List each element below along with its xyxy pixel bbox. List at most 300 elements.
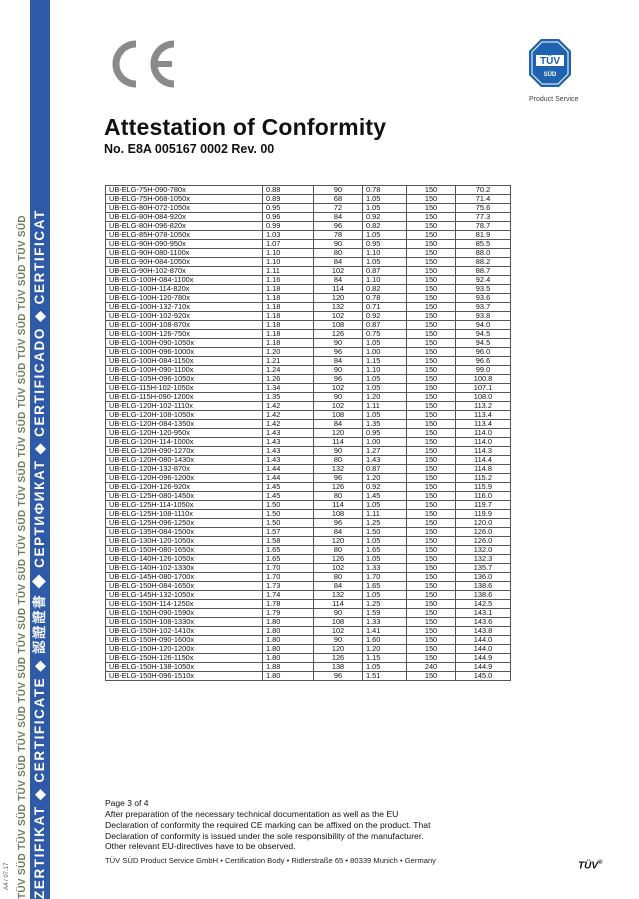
table-row xyxy=(106,303,511,312)
table-cell: UB-ELG-80H-072-1050x xyxy=(106,204,263,213)
table-cell: UB-ELG-100H-090-1050x xyxy=(106,339,263,348)
table-cell: 84 xyxy=(314,582,363,591)
table-row xyxy=(106,564,511,573)
table-cell: 115.2 xyxy=(456,474,511,483)
table-cell: 1.80 xyxy=(263,654,314,663)
table-cell: 126 xyxy=(314,330,363,339)
table-cell: UB-ELG-145H-132-1050x xyxy=(106,591,263,600)
table-cell: 150 xyxy=(407,627,456,636)
table-cell: 102 xyxy=(314,267,363,276)
table-row xyxy=(106,393,511,402)
table-cell: 150 xyxy=(407,402,456,411)
table-cell: 150 xyxy=(407,438,456,447)
table-cell: 96 xyxy=(314,222,363,231)
table-cell: UB-ELG-150H-120-1200x xyxy=(106,645,263,654)
table-row xyxy=(106,438,511,447)
table-cell: 150 xyxy=(407,600,456,609)
table-cell: 78 xyxy=(314,231,363,240)
table-cell: 1.05 xyxy=(363,537,407,546)
table-row xyxy=(106,366,511,375)
table-cell: 1.58 xyxy=(263,537,314,546)
table-cell: 150 xyxy=(407,483,456,492)
table-cell: 88.2 xyxy=(456,258,511,267)
table-cell: 150 xyxy=(407,366,456,375)
table-cell: UB-ELG-90H-084-1050x xyxy=(106,258,263,267)
table-cell: 80 xyxy=(314,573,363,582)
table-cell: UB-ELG-125H-114-1050x xyxy=(106,501,263,510)
table-cell: 126.0 xyxy=(456,528,511,537)
table-cell: 1.15 xyxy=(363,654,407,663)
table-row xyxy=(106,222,511,231)
table-cell: 0.92 xyxy=(363,213,407,222)
table-cell: 108.0 xyxy=(456,393,511,402)
table-cell: 150 xyxy=(407,276,456,285)
table-cell: UB-ELG-140H-126-1050x xyxy=(106,555,263,564)
table-cell: 150 xyxy=(407,474,456,483)
table-cell: 114.0 xyxy=(456,429,511,438)
table-cell: 150 xyxy=(407,213,456,222)
table-cell: 113.4 xyxy=(456,420,511,429)
table-cell: 143.1 xyxy=(456,609,511,618)
table-row xyxy=(106,267,511,276)
table-cell: 1.50 xyxy=(363,528,407,537)
table-cell: 150 xyxy=(407,420,456,429)
table-row xyxy=(106,582,511,591)
table-cell: 138.6 xyxy=(456,591,511,600)
table-cell: UB-ELG-150H-090-1590x xyxy=(106,609,263,618)
table-cell: 1.26 xyxy=(263,375,314,384)
table-cell: 145.0 xyxy=(456,672,511,681)
table-cell: 84 xyxy=(314,420,363,429)
table-cell: 120 xyxy=(314,537,363,546)
table-cell: 0.78 xyxy=(363,294,407,303)
tuv-footer-mark-text: TÜV xyxy=(578,860,598,872)
table-cell: 132 xyxy=(314,303,363,312)
table-cell: 1.45 xyxy=(263,492,314,501)
table-cell: 1.15 xyxy=(363,357,407,366)
table-cell: 1.05 xyxy=(363,375,407,384)
table-cell: 135.7 xyxy=(456,564,511,573)
table-cell: 96 xyxy=(314,474,363,483)
table-cell: 1.65 xyxy=(263,555,314,564)
table-cell: 96 xyxy=(314,672,363,681)
table-cell: 84 xyxy=(314,357,363,366)
table-cell: 142.5 xyxy=(456,600,511,609)
table-cell: 150 xyxy=(407,204,456,213)
table-cell: 1.88 xyxy=(263,663,314,672)
table-cell: 1.80 xyxy=(263,627,314,636)
table-cell: 1.10 xyxy=(363,366,407,375)
table-row xyxy=(106,348,511,357)
table-cell: 1.80 xyxy=(263,645,314,654)
table-cell: 150 xyxy=(407,321,456,330)
table-cell: 1.20 xyxy=(363,393,407,402)
table-cell: 136.0 xyxy=(456,573,511,582)
product-service-label: Product Service xyxy=(529,96,579,103)
table-cell: 150 xyxy=(407,339,456,348)
table-cell: UB-ELG-125H-080-1450x xyxy=(106,492,263,501)
table-cell: 150 xyxy=(407,528,456,537)
table-cell: 84 xyxy=(314,276,363,285)
table-cell: 150 xyxy=(407,564,456,573)
table-cell: 119.9 xyxy=(456,510,511,519)
table-cell: 72 xyxy=(314,204,363,213)
table-cell: 150 xyxy=(407,285,456,294)
table-cell: 150 xyxy=(407,186,456,195)
table-cell: 70.2 xyxy=(456,186,511,195)
tuv-watermark-strip xyxy=(15,0,30,899)
table-cell: 84 xyxy=(314,258,363,267)
table-cell: UB-ELG-80H-096-820x xyxy=(106,222,263,231)
table-cell: 1.05 xyxy=(363,555,407,564)
table-cell: UB-ELG-100H-132-710x xyxy=(106,303,263,312)
table-cell: UB-ELG-150H-126-1150x xyxy=(106,654,263,663)
table-cell: 92.4 xyxy=(456,276,511,285)
table-cell: UB-ELG-120H-080-1430x xyxy=(106,456,263,465)
table-cell: 1.43 xyxy=(263,438,314,447)
table-cell: 1.35 xyxy=(363,420,407,429)
table-cell: 115.9 xyxy=(456,483,511,492)
table-cell: 1.18 xyxy=(263,303,314,312)
table-cell: 144.9 xyxy=(456,663,511,672)
table-row xyxy=(106,384,511,393)
table-cell: 1.25 xyxy=(363,519,407,528)
table-cell: 0.71 xyxy=(363,303,407,312)
table-cell: 132.3 xyxy=(456,555,511,564)
table-cell: 96 xyxy=(314,348,363,357)
table-cell: 80 xyxy=(314,249,363,258)
table-cell: 1.18 xyxy=(263,321,314,330)
table-cell: 132 xyxy=(314,591,363,600)
table-cell: 90 xyxy=(314,186,363,195)
table-row xyxy=(106,636,511,645)
table-cell: 84 xyxy=(314,213,363,222)
tuv-watermark-text: TÜV SÜD TÜV SÜD TÜV SÜD TÜV SÜD TÜV SÜD TÜV SÜD TÜV SÜD TÜV SÜD TÜV SÜD TÜV SÜD TÜV SÜD TÜV SÜD TÜV SÜD TÜV SÜD xyxy=(17,215,28,899)
table-cell: 0.95 xyxy=(363,240,407,249)
table-row xyxy=(106,411,511,420)
table-cell: 150 xyxy=(407,456,456,465)
table-cell: 1.16 xyxy=(263,276,314,285)
table-row xyxy=(106,231,511,240)
table-cell: 150 xyxy=(407,573,456,582)
table-cell: 126 xyxy=(314,555,363,564)
table-row xyxy=(106,528,511,537)
table-cell: 150 xyxy=(407,465,456,474)
table-cell: UB-ELG-150H-108-1330x xyxy=(106,618,263,627)
table-cell: 0.92 xyxy=(363,483,407,492)
table-row xyxy=(106,663,511,672)
table-cell: UB-ELG-100H-090-1100x xyxy=(106,366,263,375)
table-cell: 108 xyxy=(314,411,363,420)
statement-line: Declaration of conformity the required CE marking can be affixed on the product. That xyxy=(105,819,431,830)
table-cell: 150 xyxy=(407,654,456,663)
table-cell: 1.44 xyxy=(263,465,314,474)
table-cell: UB-ELG-140H-102-1330x xyxy=(106,564,263,573)
table-cell: 150 xyxy=(407,411,456,420)
table-cell: 1.65 xyxy=(263,546,314,555)
table-cell: UB-ELG-100H-102-920x xyxy=(106,312,263,321)
table-cell: 138 xyxy=(314,663,363,672)
table-row xyxy=(106,285,511,294)
table-cell: 150 xyxy=(407,546,456,555)
table-cell: 1.50 xyxy=(263,510,314,519)
table-row xyxy=(106,600,511,609)
table-cell: 84 xyxy=(314,528,363,537)
table-row xyxy=(106,330,511,339)
table-row xyxy=(106,591,511,600)
table-cell: 150 xyxy=(407,258,456,267)
table-cell: 150 xyxy=(407,384,456,393)
table-cell: UB-ELG-150H-090-1600x xyxy=(106,636,263,645)
table-cell: 0.82 xyxy=(363,222,407,231)
table-cell: 150 xyxy=(407,240,456,249)
tuv-footer-mark xyxy=(578,860,602,871)
table-cell: 1.73 xyxy=(263,582,314,591)
table-row xyxy=(106,465,511,474)
table-cell: UB-ELG-120H-096-1200x xyxy=(106,474,263,483)
table-cell: 1.05 xyxy=(363,231,407,240)
table-cell: 1.20 xyxy=(363,474,407,483)
registered-mark-icon: ® xyxy=(598,860,603,866)
table-cell: 1.42 xyxy=(263,420,314,429)
table-cell: 150 xyxy=(407,294,456,303)
table-cell: 150 xyxy=(407,267,456,276)
table-row xyxy=(106,618,511,627)
table-cell: 93.8 xyxy=(456,312,511,321)
table-cell: 96.6 xyxy=(456,357,511,366)
table-cell: 150 xyxy=(407,609,456,618)
table-cell: 94.0 xyxy=(456,321,511,330)
table-cell: 1.21 xyxy=(263,357,314,366)
table-cell: 1.05 xyxy=(363,258,407,267)
table-cell: 102 xyxy=(314,384,363,393)
certificate-number: No. E8A 005167 0002 Rev. 00 xyxy=(104,142,275,156)
table-cell: 144.0 xyxy=(456,636,511,645)
table-cell: 1.74 xyxy=(263,591,314,600)
format-mark-text: A4 / 07.17 xyxy=(4,862,10,890)
table-cell: 150 xyxy=(407,375,456,384)
table-cell: 0.88 xyxy=(263,186,314,195)
table-cell: 126 xyxy=(314,483,363,492)
table-cell: UB-ELG-90H-090-950x xyxy=(106,240,263,249)
table-cell: 150 xyxy=(407,357,456,366)
document-title: Attestation of Conformity xyxy=(104,114,387,140)
table-cell: UB-ELG-75H-068-1050x xyxy=(106,195,263,204)
table-cell: 68 xyxy=(314,195,363,204)
format-mark xyxy=(2,840,12,890)
table-row xyxy=(106,276,511,285)
table-cell: UB-ELG-100H-096-1000x xyxy=(106,348,263,357)
table-row xyxy=(106,573,511,582)
table-cell: 90 xyxy=(314,636,363,645)
table-row xyxy=(106,645,511,654)
table-cell: 102 xyxy=(314,312,363,321)
table-cell: 0.89 xyxy=(263,195,314,204)
table-cell: 0.99 xyxy=(263,222,314,231)
table-cell: 126 xyxy=(314,654,363,663)
table-cell: 114 xyxy=(314,501,363,510)
table-row xyxy=(106,474,511,483)
tuv-sud-logo-icon xyxy=(528,38,572,88)
table-cell: 120 xyxy=(314,645,363,654)
table-cell: UB-ELG-100H-114-820x xyxy=(106,285,263,294)
table-cell: 0.82 xyxy=(363,285,407,294)
table-cell: 150 xyxy=(407,492,456,501)
table-cell: 93.5 xyxy=(456,285,511,294)
table-cell: 1.10 xyxy=(363,276,407,285)
table-cell: 150 xyxy=(407,591,456,600)
tuv-logo-text: TÜV xyxy=(540,56,560,67)
table-cell: UB-ELG-120H-132-870x xyxy=(106,465,263,474)
table-cell: UB-ELG-105H-096-1050x xyxy=(106,375,263,384)
table-row xyxy=(106,492,511,501)
table-cell: 144.0 xyxy=(456,645,511,654)
table-cell: 132 xyxy=(314,465,363,474)
table-row xyxy=(106,429,511,438)
table-cell: 150 xyxy=(407,645,456,654)
table-cell: 75.6 xyxy=(456,204,511,213)
table-cell: 114.0 xyxy=(456,438,511,447)
table-cell: 1.59 xyxy=(363,609,407,618)
table-cell: 150 xyxy=(407,510,456,519)
conformity-statement xyxy=(105,809,525,852)
ce-mark-icon xyxy=(104,38,179,90)
table-cell: 94.5 xyxy=(456,330,511,339)
table-cell: 1.51 xyxy=(363,672,407,681)
table-cell: UB-ELG-90H-102-870x xyxy=(106,267,263,276)
certificate-sidebar xyxy=(30,0,50,899)
table-cell: 114.8 xyxy=(456,465,511,474)
table-cell: 108 xyxy=(314,510,363,519)
table-cell: 102 xyxy=(314,564,363,573)
table-row xyxy=(106,654,511,663)
table-cell: 1.10 xyxy=(263,258,314,267)
table-cell: 113.2 xyxy=(456,402,511,411)
table-cell: 132.0 xyxy=(456,546,511,555)
table-cell: 81.9 xyxy=(456,231,511,240)
table-cell: 1.10 xyxy=(363,249,407,258)
table-cell: 120 xyxy=(314,294,363,303)
table-cell: 1.34 xyxy=(263,384,314,393)
table-cell: 1.05 xyxy=(363,591,407,600)
table-cell: UB-ELG-125H-108-1110x xyxy=(106,510,263,519)
table-cell: 88.7 xyxy=(456,267,511,276)
table-row xyxy=(106,672,511,681)
table-cell: 114 xyxy=(314,600,363,609)
table-row xyxy=(106,456,511,465)
table-cell: 90 xyxy=(314,609,363,618)
table-row xyxy=(106,420,511,429)
table-row xyxy=(106,204,511,213)
table-cell: 0.87 xyxy=(363,321,407,330)
table-row xyxy=(106,501,511,510)
table-cell: 1.80 xyxy=(263,636,314,645)
table-cell: 1.00 xyxy=(363,348,407,357)
statement-line: Other relevant EU-directives have to be observed. xyxy=(105,841,296,852)
table-cell: 90 xyxy=(314,447,363,456)
table-cell: 1.20 xyxy=(363,645,407,654)
table-cell: 0.87 xyxy=(363,267,407,276)
table-cell: UB-ELG-100H-108-870x xyxy=(106,321,263,330)
table-cell: 1.80 xyxy=(263,618,314,627)
table-cell: 1.18 xyxy=(263,294,314,303)
table-cell: 1.43 xyxy=(263,447,314,456)
table-cell: 1.03 xyxy=(263,231,314,240)
table-cell: 1.44 xyxy=(263,474,314,483)
table-cell: 99.0 xyxy=(456,366,511,375)
table-cell: 1.65 xyxy=(363,582,407,591)
table-cell: UB-ELG-150H-084-1650x xyxy=(106,582,263,591)
table-cell: 108 xyxy=(314,321,363,330)
table-cell: UB-ELG-115H-102-1050x xyxy=(106,384,263,393)
table-cell: UB-ELG-120H-084-1350x xyxy=(106,420,263,429)
table-cell: 1.65 xyxy=(363,546,407,555)
table-cell: 1.45 xyxy=(363,492,407,501)
table-cell: 1.43 xyxy=(363,456,407,465)
table-cell: UB-ELG-120H-114-1000x xyxy=(106,438,263,447)
table-row xyxy=(106,537,511,546)
table-cell: 102 xyxy=(314,627,363,636)
table-cell: 94.5 xyxy=(456,339,511,348)
table-cell: 150 xyxy=(407,447,456,456)
table-row xyxy=(106,294,511,303)
statement-line: Declaration of conformity is issued under the sole responsibility of the manufacturer. xyxy=(105,830,424,841)
table-row xyxy=(106,510,511,519)
table-cell: 90 xyxy=(314,366,363,375)
table-cell: 0.95 xyxy=(263,204,314,213)
table-cell: 1.57 xyxy=(263,528,314,537)
table-cell: 150 xyxy=(407,312,456,321)
table-cell: 1.33 xyxy=(363,618,407,627)
table-cell: 114 xyxy=(314,285,363,294)
table-cell: 71.4 xyxy=(456,195,511,204)
table-cell: 80 xyxy=(314,456,363,465)
table-cell: 150 xyxy=(407,303,456,312)
table-row xyxy=(106,339,511,348)
table-cell: 150 xyxy=(407,636,456,645)
table-cell: 150 xyxy=(407,537,456,546)
table-cell: 150 xyxy=(407,249,456,258)
table-cell: 1.05 xyxy=(363,411,407,420)
footer-address: TÜV SÜD Product Service GmbH • Certification Body • Ridlerstraße 65 • 80339 Munich • Germany xyxy=(105,856,436,865)
certificate-band-text: ZERTIFIKAT ◆ CERTIFICATE ◆ 認證證書 ◆ СЕРТИФИКАТ ◆ CERTIFICADO ◆ CERTIFICAT xyxy=(32,209,47,899)
table-cell: 150 xyxy=(407,582,456,591)
table-cell: 1.05 xyxy=(363,663,407,672)
table-cell: UB-ELG-150H-114-1250x xyxy=(106,600,263,609)
table-cell: 1.05 xyxy=(363,339,407,348)
table-row xyxy=(106,447,511,456)
table-cell: UB-ELG-120H-120-950x xyxy=(106,429,263,438)
table-cell: 114 xyxy=(314,438,363,447)
table-cell: 108 xyxy=(314,618,363,627)
table-cell: 0.87 xyxy=(363,465,407,474)
table-cell: 150 xyxy=(407,555,456,564)
table-row xyxy=(106,258,511,267)
table-cell: 1.42 xyxy=(263,402,314,411)
table-cell: 150 xyxy=(407,618,456,627)
table-cell: 120 xyxy=(314,429,363,438)
table-row xyxy=(106,402,511,411)
table-cell: 1.07 xyxy=(263,240,314,249)
table-cell: 1.41 xyxy=(363,627,407,636)
table-cell: 114.3 xyxy=(456,447,511,456)
table-cell: 150 xyxy=(407,330,456,339)
table-row xyxy=(106,240,511,249)
table-cell: 150 xyxy=(407,348,456,357)
table-cell: 1.11 xyxy=(363,402,407,411)
table-cell: 1.00 xyxy=(363,438,407,447)
table-cell: 1.70 xyxy=(263,573,314,582)
